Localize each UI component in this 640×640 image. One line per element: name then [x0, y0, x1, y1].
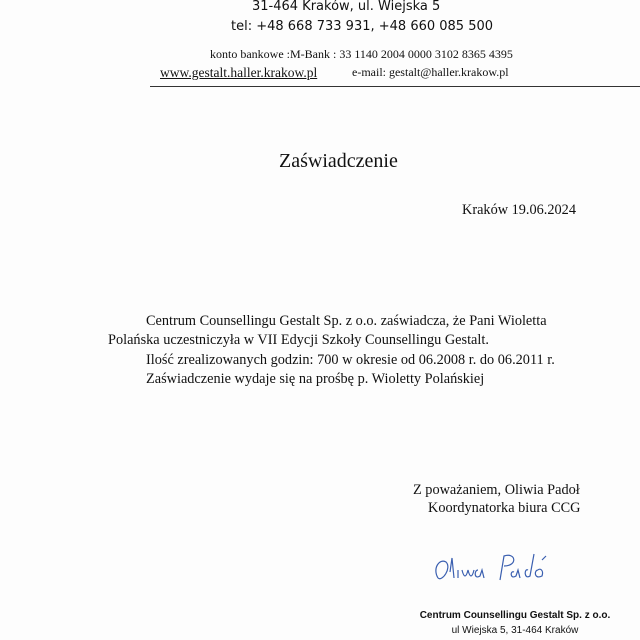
stamp-company-name: Centrum Counsellingu Gestalt Sp. z o.o.: [419, 610, 611, 621]
closing-greeting: Z poważaniem, Oliwia Padoł: [413, 482, 580, 498]
handwritten-signature: [430, 548, 570, 593]
header-divider: [150, 86, 640, 87]
stamp-address: ul Wiejska 5, 31-464 Kraków: [451, 625, 579, 636]
document-title: Zaświadczenie: [279, 150, 398, 172]
body-line: Zaświadczenie wydaje się na prośbę p. Wioletty Polańskiej: [146, 371, 485, 387]
body-line: Centrum Counsellingu Gestalt Sp. z o.o. zaświadcza, że Pani Wioletta: [146, 313, 547, 329]
header-address: 31-464 Kraków, ul. Wiejska 5: [252, 0, 441, 14]
header-email[interactable]: e-mail: gestalt@haller.krakow.pl: [352, 65, 509, 79]
body-line: Ilość zrealizowanych godzin: 700 w okresie od 06.2008 r. do 06.2011 r.: [146, 352, 555, 368]
header-website[interactable]: www.gestalt.haller.krakow.pl: [160, 65, 318, 80]
body-line: Polańska uczestniczyła w VII Edycji Szkoły Counsellingu Gestalt.: [108, 332, 489, 348]
closing-role: Koordynatorka biura CCG: [428, 500, 581, 516]
header-phone: tel: +48 668 733 931, +48 660 085 500: [231, 19, 494, 34]
document-date: Kraków 19.06.2024: [462, 202, 576, 218]
header-bank: konto bankowe :M-Bank : 33 1140 2004 0000 3102 8365 4395: [210, 47, 513, 61]
